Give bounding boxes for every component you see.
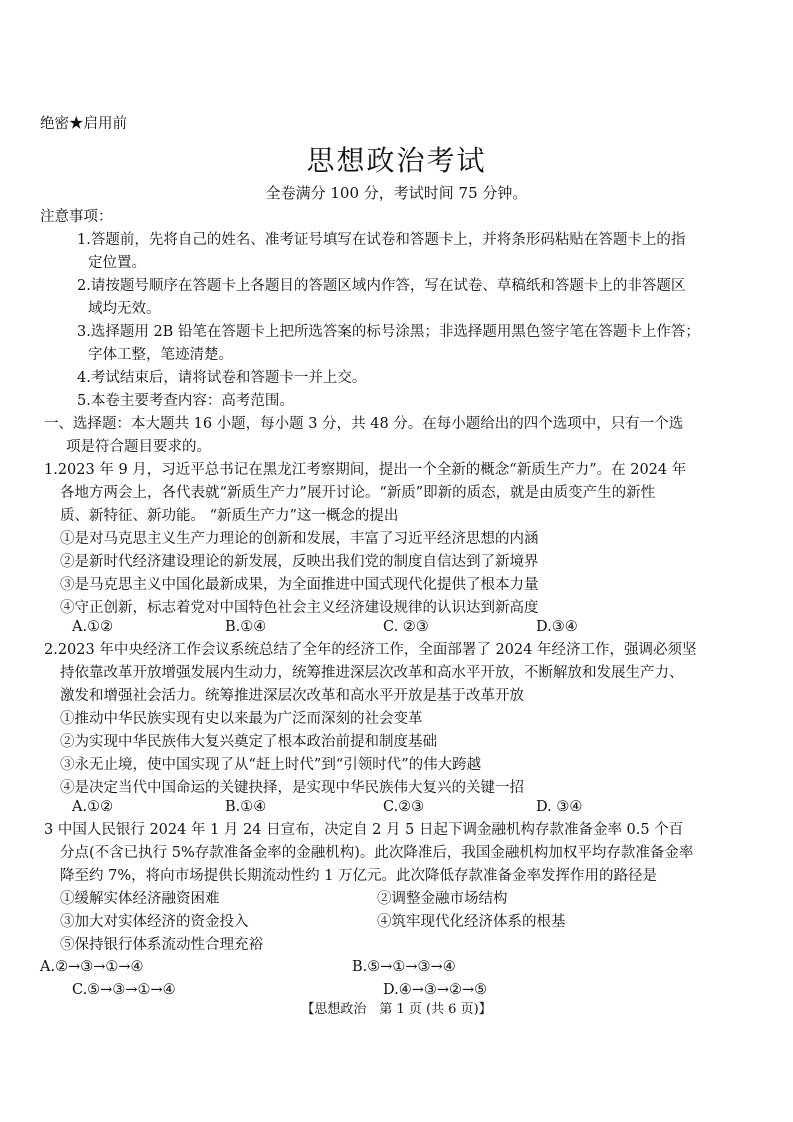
notes-item-1-cont: 定位置。: [88, 255, 146, 271]
q1-option-b: B.①④: [225, 619, 267, 635]
notes-item-4: 4.考试结束后，请将试卷和答题卡一并上交。: [77, 370, 367, 386]
q2-stem-line: 持依靠改革开放增强发展内生动力，统筹推进深层次改革和高水平开放，不断解放和发展生产力、: [60, 665, 684, 681]
q2-option-b: B.①④: [225, 799, 267, 815]
q2-option-c: C.②③: [383, 799, 425, 815]
q3-stem-line: 分点(不含已执行 5%存款准备金率的金融机构)。此次降准后，我国金融机构加权平均存款准备金率: [60, 845, 694, 861]
q1-stem-line: 1.2023 年 9 月，习近平总书记在黑龙江考察期间，提出一个全新的概念“新质生产力”。在 2024 年: [44, 462, 687, 478]
q1-statement-4: ④守正创新，标志着党对中国特色社会主义经济建设规律的认识达到新高度: [60, 600, 539, 616]
q3-statement-2: ②调整金融市场结构: [377, 891, 508, 907]
notes-heading: 注意事项：: [40, 209, 113, 225]
q3-stem-line: 3 中国人民银行 2024 年 1 月 24 日宣布，决定自 2 月 5 日起下调金融机构存款准备金率 0.5 个百: [44, 822, 684, 838]
q3-statement-3: ③加大对实体经济的资金投入: [60, 914, 249, 930]
q2-stem-line: 激发和增强社会活力。统筹推进深层次改革和高水平开放是基于改革开放: [60, 688, 524, 704]
page-subtitle: 全卷满分 100 分，考试时间 75 分钟。: [265, 184, 528, 202]
q1-option-c: C. ②③: [383, 619, 429, 635]
q1-option-a: A.①②: [72, 619, 114, 635]
page-footer: 【思想政治 第 1 页 (共 6 页)】: [301, 1002, 492, 1017]
notes-item-2: 2.请按题号顺序在答题卡上各题目的答题区域内作答，写在试卷、草稿纸和答题卡上的非答题区: [77, 278, 686, 294]
q1-stem-line: 质、新特征、新功能。 “新质生产力”这一概念的提出: [60, 508, 399, 524]
q2-option-a: A.①②: [72, 799, 114, 815]
q3-option-a: A.②→③→①→④: [40, 959, 144, 975]
q1-statement-1: ①是对马克思主义生产力理论的创新和发展，丰富了习近平经济思想的内涵: [60, 531, 539, 547]
q3-statement-4: ④筑牢现代化经济体系的根基: [377, 914, 566, 930]
section-heading-cont: 项是符合题目要求的。: [66, 439, 211, 455]
page-title: 思想政治考试: [306, 144, 487, 177]
section-heading: 一、选择题：本大题共 16 小题，每小题 3 分，共 48 分。在每小题给出的四个选项中，只有一个选: [44, 416, 684, 432]
q1-statement-3: ③是马克思主义中国化最新成果，为全面推进中国式现代化提供了根本力量: [60, 577, 539, 593]
notes-item-3: 3.选择题用 2B 铅笔在答题卡上把所选答案的标号涂黑；非选择题用黑色签字笔在答题卡上作答；: [77, 324, 700, 340]
notes-item-3-cont: 字体工整，笔迹清楚。: [88, 347, 233, 363]
q3-option-c: C.⑤→③→①→④: [72, 982, 176, 998]
q3-statement-1: ①缓解实体经济融资困难: [60, 891, 220, 907]
notes-item-1: 1.答题前，先将自己的姓名、准考证号填写在试卷和答题卡上，并将条形码粘贴在答题卡上的指: [77, 232, 686, 248]
q3-option-d: D.④→③→②→⑤: [383, 982, 488, 998]
q2-stem-line: 2.2023 年中央经济工作会议系统总结了全年的经济工作，全面部署了 2024 年经济工作，强调必须坚: [44, 642, 697, 658]
q1-option-d: D.③④: [536, 619, 578, 635]
q1-statement-2: ②是新时代经济建设理论的新发展，反映出我们党的制度自信达到了新境界: [60, 554, 539, 570]
q2-statement-3: ③永无止境，使中国实现了从“赶上时代”到“引领时代”的伟大跨越: [60, 757, 482, 773]
q2-statement-1: ①推动中华民族实现有史以来最为广泛而深刻的社会变革: [60, 711, 423, 727]
notes-item-2-cont: 域均无效。: [88, 301, 161, 317]
q2-option-d: D. ③④: [536, 799, 583, 815]
q3-statement-5: ⑤保持银行体系流动性合理充裕: [60, 937, 263, 953]
q3-option-b: B.⑤→①→③→④: [352, 959, 456, 975]
q2-statement-4: ④是决定当代中国命运的关键抉择，是实现中华民族伟大复兴的关键一招: [60, 780, 524, 796]
confidential-label: 绝密★启用前: [40, 116, 127, 132]
q1-stem-line: 各地方两会上，各代表就“新质生产力”展开讨论。“新质”即新的质态，就是由质变产生的新性: [60, 485, 656, 501]
q2-statement-2: ②为实现中华民族伟大复兴奠定了根本政治前提和制度基础: [60, 734, 437, 750]
notes-item-5: 5.本卷主要考查内容：高考范围。: [77, 393, 294, 409]
q3-stem-line: 降至约 7%，将向市场提供长期流动性约 1 万亿元。此次降低存款准备金率发挥作用的路径是: [60, 868, 658, 884]
